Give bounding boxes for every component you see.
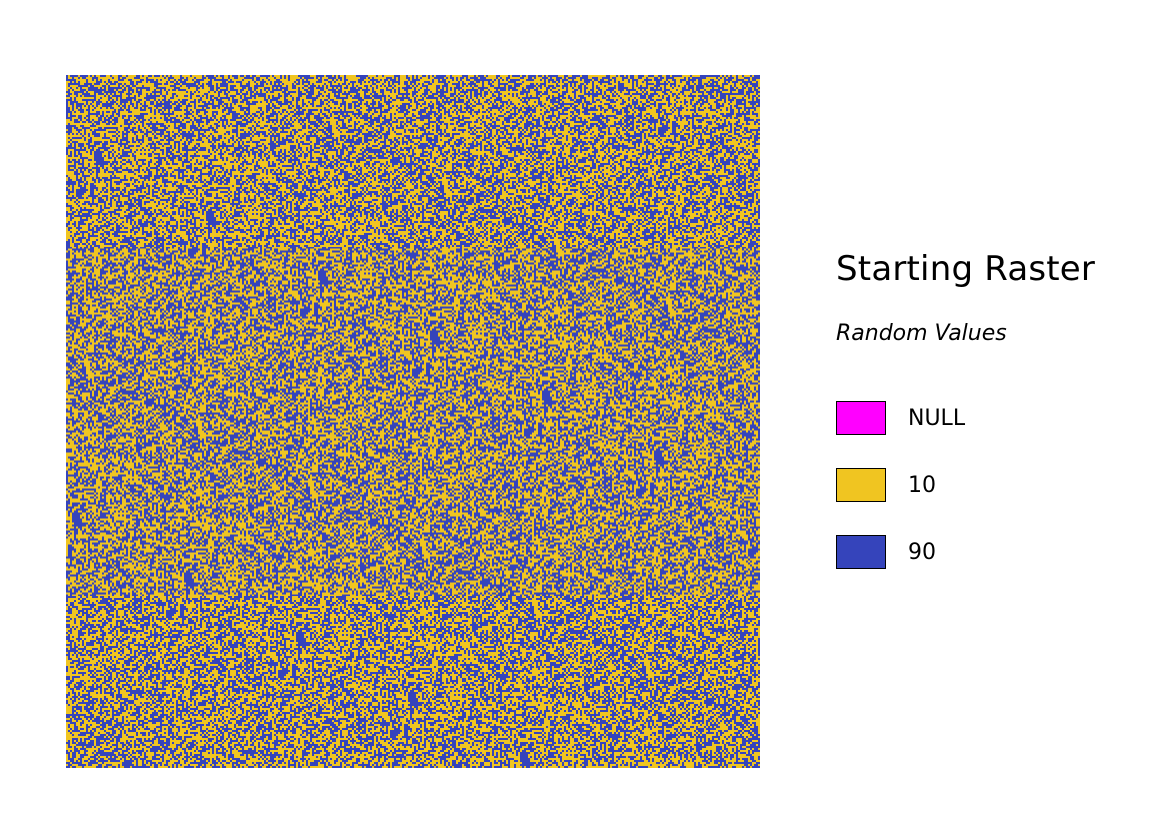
- legend: [836, 249, 1136, 565]
- layout-title: Starting Raster: [836, 249, 1096, 289]
- legend-item-90: [836, 535, 936, 569]
- legend-swatch-null: [836, 401, 886, 435]
- legend-label-90: 90: [908, 539, 936, 565]
- legend-item-10: [836, 468, 936, 502]
- random-values-raster: [66, 75, 760, 768]
- raster-map-frame: [66, 75, 760, 768]
- legend-swatch-10: [836, 468, 886, 502]
- legend-subtitle: Random Values: [836, 321, 1007, 346]
- legend-item-null: [836, 401, 965, 435]
- legend-label-null: NULL: [908, 405, 966, 431]
- legend-label-10: 10: [908, 472, 936, 498]
- legend-swatch-90: [836, 535, 886, 569]
